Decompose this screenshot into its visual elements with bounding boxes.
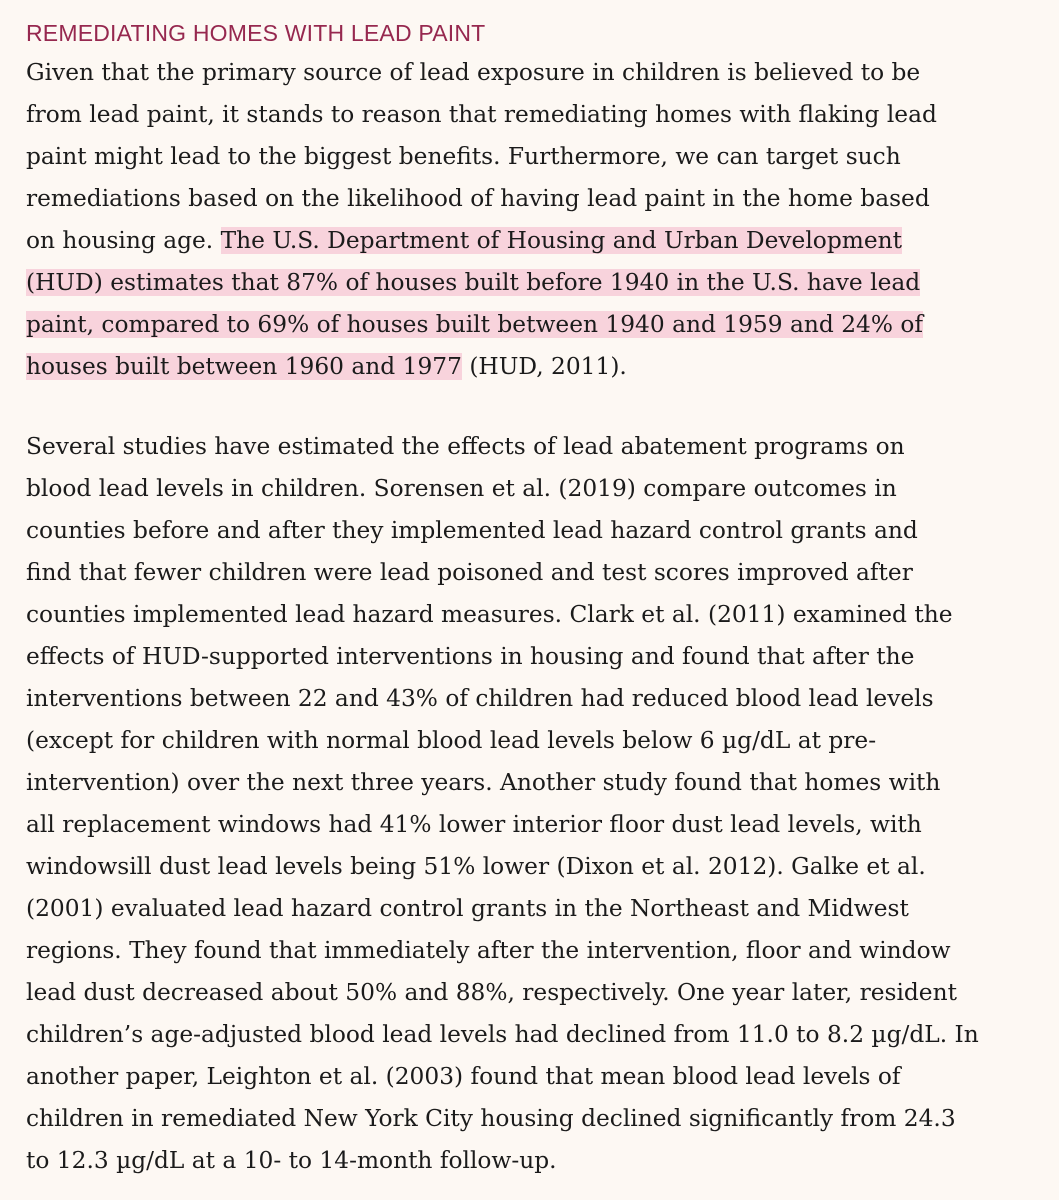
text-line: blood lead levels in children. Sorensen et al. (2019) compare outcomes in (26, 475, 897, 502)
text-line: children in remediated New York City housing declined significantly from 24.3 (26, 1105, 956, 1132)
text-line: remediations based on the likelihood of having lead paint in the home based (26, 185, 930, 212)
text-line (26, 305, 923, 345)
highlighted-text: The U.S. Department of Housing and Urban Development (220, 227, 902, 254)
text-line: from lead paint, it stands to reason that remediating homes with flaking lead (26, 101, 937, 128)
text-line: (except for children with normal blood lead levels below 6 µg/dL at pre- (26, 727, 877, 754)
text-line: paint might lead to the biggest benefits. Furthermore, we can target such (26, 143, 901, 170)
text-line: regions. They found that immediately after the intervention, floor and window (26, 937, 951, 964)
plain-text: (HUD, 2011). (461, 353, 627, 380)
text-line: (2001) evaluated lead hazard control grants in the Northeast and Midwest (26, 895, 909, 922)
text-line: intervention) over the next three years. Another study found that homes with (26, 769, 941, 796)
text-line (26, 221, 902, 261)
text-line: interventions between 22 and 43% of children had reduced blood lead levels (26, 685, 934, 712)
highlighted-text: paint, compared to 69% of houses built between 1940 and 1959 and 24% of (26, 311, 924, 338)
highlighted-text: (HUD) estimates that 87% of houses built before 1940 in the U.S. have lead (26, 269, 921, 296)
text-line: Given that the primary source of lead exposure in children is believed to be (26, 59, 921, 86)
text-line: to 12.3 µg/dL at a 10- to 14-month follow-up. (26, 1147, 557, 1174)
section-heading: REMEDIATING HOMES WITH LEAD PAINT (26, 20, 486, 46)
text-line: lead dust decreased about 50% and 88%, respectively. One year later, resident (26, 979, 957, 1006)
text-line (26, 347, 627, 387)
text-line: all replacement windows had 41% lower interior floor dust lead levels, with (26, 811, 922, 838)
text-line: counties before and after they implemented lead hazard control grants and (26, 517, 918, 544)
text-line: counties implemented lead hazard measures. Clark et al. (2011) examined the (26, 601, 953, 628)
text-line: windowsill dust lead levels being 51% lower (Dixon et al. 2012). Galke et al. (26, 853, 926, 880)
text-line: another paper, Leighton et al. (2003) found that mean blood lead levels of (26, 1063, 901, 1090)
text-line: effects of HUD-supported interventions in housing and found that after the (26, 643, 915, 670)
text-line: Several studies have estimated the effects of lead abatement programs on (26, 433, 905, 460)
plain-text: on housing age. (26, 227, 221, 254)
text-line (26, 263, 920, 303)
text-line: children’s age-adjusted blood lead levels had declined from 11.0 to 8.2 µg/dL. In (26, 1021, 979, 1048)
highlighted-text: houses built between 1960 and 1977 (26, 353, 462, 380)
text-line: find that fewer children were lead poisoned and test scores improved after (26, 559, 913, 586)
